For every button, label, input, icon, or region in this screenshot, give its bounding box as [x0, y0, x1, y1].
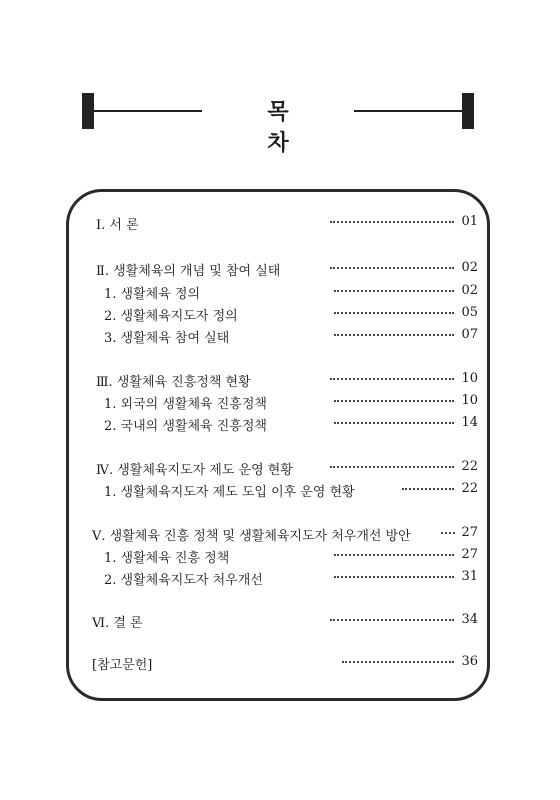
- toc-dots: [334, 312, 454, 314]
- toc-entry-label: Ⅰ. 서 론: [96, 218, 139, 233]
- toc-dots: [334, 290, 454, 292]
- toc-entry-page: 36: [461, 654, 478, 669]
- toc-entry[interactable]: [0, 371, 560, 391]
- toc-dots: [330, 378, 454, 380]
- title-left-rule: [94, 110, 202, 112]
- toc-entry-label: 1. 생활체육지도자 제도 도입 이후 운영 현황: [104, 485, 355, 500]
- toc-entry[interactable]: [0, 327, 560, 347]
- toc-entry[interactable]: [0, 654, 560, 674]
- toc-entry-page: 10: [461, 371, 478, 386]
- toc-entry[interactable]: [0, 569, 560, 589]
- toc-entry-page: 22: [461, 459, 478, 474]
- toc-entry-page: 10: [461, 393, 478, 408]
- toc-entry[interactable]: [0, 214, 560, 234]
- toc-dots: [330, 221, 454, 223]
- toc-dots: [334, 334, 454, 336]
- toc-dots: [441, 532, 455, 534]
- toc-entry-label: Ⅱ. 생활체육의 개념 및 참여 실태: [96, 264, 281, 279]
- toc-entry[interactable]: [0, 612, 560, 632]
- toc-entry[interactable]: [0, 283, 560, 303]
- title-left-cap: [82, 93, 94, 129]
- toc-entry-label: 1. 외국의 생활체육 진흥정책: [104, 397, 267, 412]
- toc-entry-label: [참고문헌]: [92, 658, 153, 673]
- toc-entry[interactable]: [0, 547, 560, 567]
- toc-entry-page: 27: [461, 547, 478, 562]
- toc-dots: [334, 554, 454, 556]
- toc-entry-page: 22: [461, 481, 478, 496]
- toc-entry[interactable]: [0, 459, 560, 479]
- toc-entry-label: Ⅴ. 생활체육 진흥 정책 및 생활체육지도자 처우개선 방안: [92, 529, 411, 544]
- toc-entry-label: 2. 국내의 생활체육 진흥정책: [104, 419, 267, 434]
- toc-dots: [342, 661, 454, 663]
- toc-entry-label: 3. 생활체육 참여 실태: [104, 331, 230, 346]
- toc-dots: [402, 488, 454, 490]
- toc-entry-label: 1. 생활체육 정의: [104, 287, 201, 302]
- toc-entry-page: 02: [461, 283, 478, 298]
- toc-entry-page: 01: [461, 214, 478, 229]
- toc-entry-page: 31: [461, 569, 478, 584]
- toc-entry[interactable]: [0, 525, 560, 545]
- title-right-cap: [462, 93, 474, 129]
- toc-dots: [330, 619, 454, 621]
- toc-entry-page: 34: [461, 612, 478, 627]
- toc-entry[interactable]: [0, 481, 560, 501]
- toc-dots: [330, 466, 454, 468]
- toc-entry[interactable]: [0, 305, 560, 325]
- toc-entry-label: Ⅲ. 생활체육 진흥정책 현황: [96, 375, 251, 390]
- toc-entry-page: 07: [461, 327, 478, 342]
- toc-entry-label: Ⅳ. 생활체육지도자 제도 운영 현황: [96, 463, 293, 478]
- toc-entry[interactable]: [0, 393, 560, 413]
- toc-dots: [334, 400, 454, 402]
- toc-entry-page: 02: [461, 260, 478, 275]
- toc-entry-page: 27: [461, 525, 478, 540]
- toc-entry-label: 2. 생활체육지도자 처우개선: [104, 573, 263, 588]
- title-bar: [82, 93, 474, 156]
- toc-entry[interactable]: [0, 260, 560, 280]
- toc-entry-label: Ⅵ. 결 론: [92, 616, 143, 631]
- toc-entry-page: 14: [461, 415, 478, 430]
- toc-entry-label: 1. 생활체육 진흥 정책: [104, 551, 230, 566]
- toc-entry-page: 05: [461, 305, 478, 320]
- title-right-rule: [354, 110, 462, 112]
- toc-entry-label: 2. 생활체육지도자 정의: [104, 309, 238, 324]
- toc-dots: [330, 267, 454, 269]
- toc-entry[interactable]: [0, 415, 560, 435]
- page-title: 목 차: [267, 99, 319, 156]
- toc-dots: [334, 576, 454, 578]
- toc-dots: [334, 422, 454, 424]
